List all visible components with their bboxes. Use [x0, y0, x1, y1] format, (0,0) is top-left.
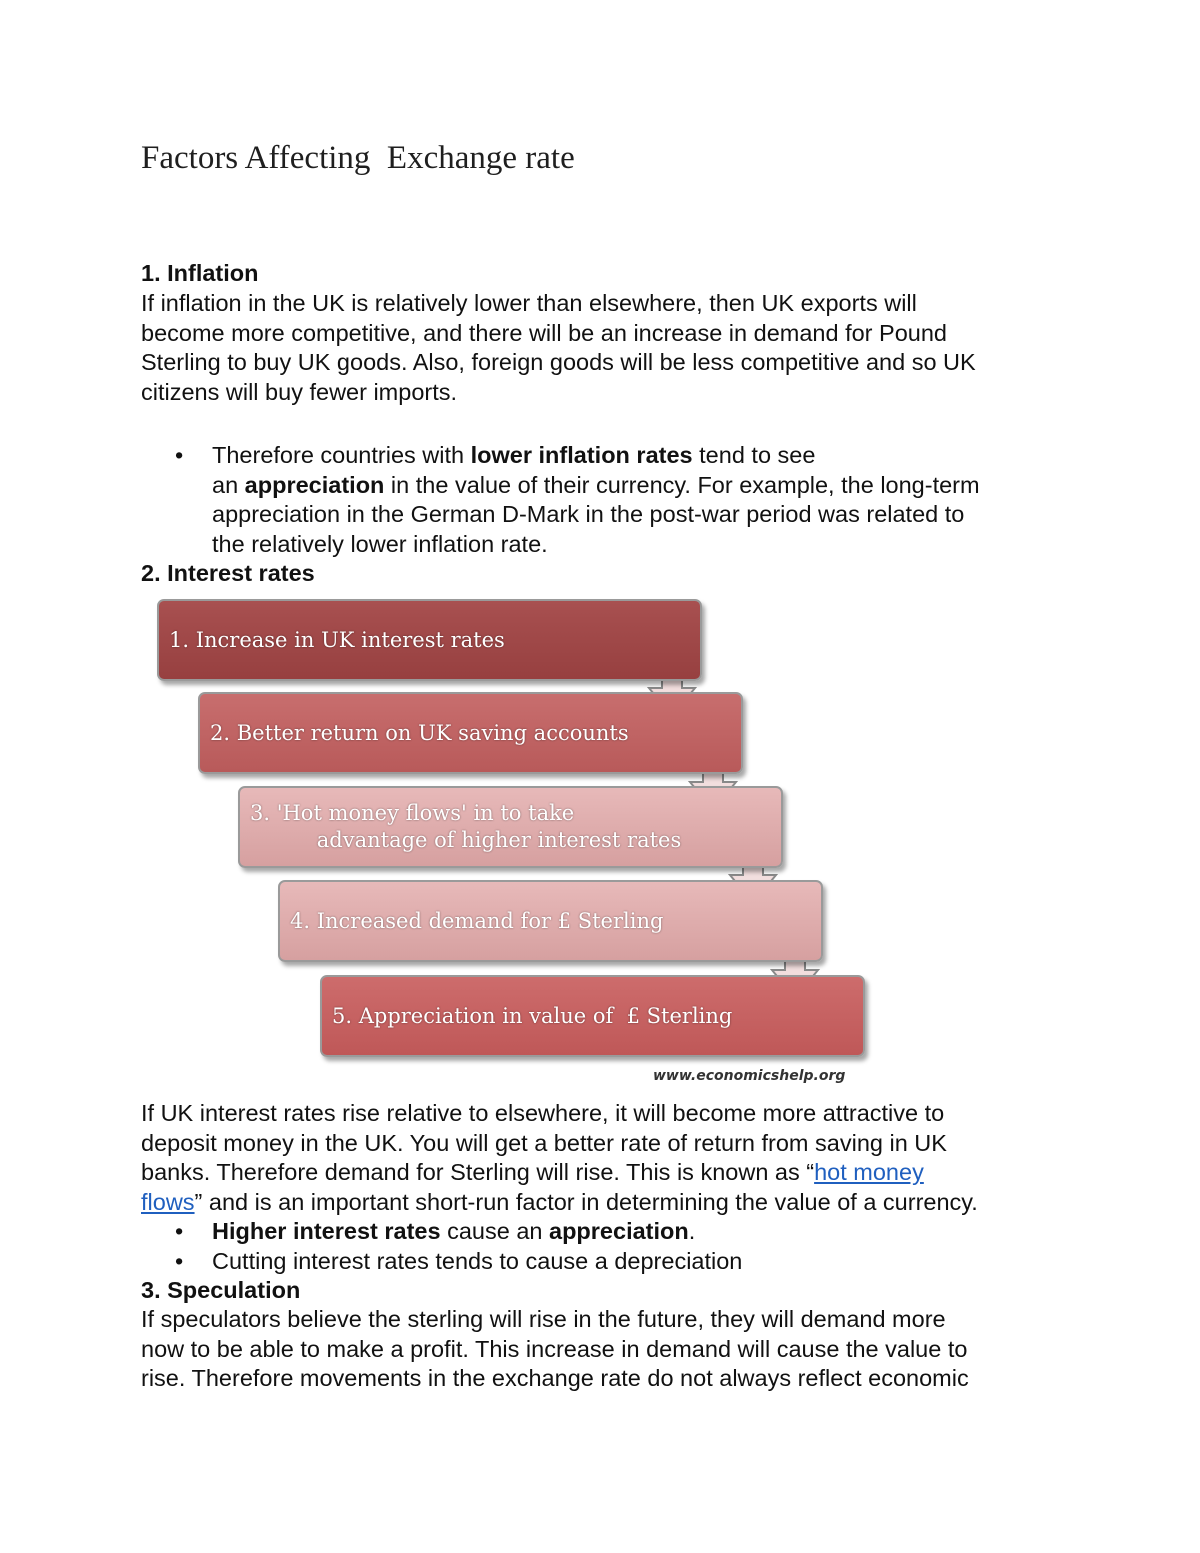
inflation-paragraph — [141, 289, 1081, 407]
speculation-paragraph — [141, 1305, 1081, 1394]
paragraph-line: now to be able to make a profit. This increase in demand will cause the value to — [141, 1335, 968, 1362]
bullet-icon: • — [175, 1218, 184, 1244]
paragraph-line: If UK interest rates rise relative to elsewhere, it will become more attractive to — [141, 1100, 945, 1126]
diagram-credit: www.economicshelp.org — [653, 1068, 846, 1084]
flow-step-4: 4. Increased demand for £ Sterling — [278, 880, 823, 962]
interest-rate-flow-diagram — [150, 592, 880, 1092]
paragraph-line: If speculators believe the sterling will rise in the future, they will demand more — [141, 1306, 946, 1332]
hot-money-flows-link[interactable]: hot money — [814, 1159, 924, 1185]
bullet-icon: • — [175, 442, 184, 468]
interest-paragraph — [141, 1099, 1081, 1217]
section-heading-interest-rates: 2. Interest rates — [141, 560, 315, 586]
hot-money-flows-link[interactable]: flows — [141, 1188, 195, 1215]
flow-step-2: 2. Better return on UK saving accounts — [198, 692, 743, 774]
section-heading-inflation: 1. Inflation — [141, 260, 259, 286]
inflation-bullet-list — [141, 441, 1081, 559]
bullet-line: appreciation in the German D-Mark in the post-war period was related to — [212, 501, 965, 527]
paragraph-line: deposit money in the UK. You will get a better rate of return from saving in UK — [141, 1129, 947, 1156]
flow-step-3: 3. 'Hot money flows' in to take advantage of higher interest rates — [238, 786, 783, 868]
paragraph-line: Sterling to buy UK goods. Also, foreign goods will be less competitive and so UK — [141, 349, 976, 375]
list-item: • Higher interest rates cause an appreciation. — [141, 1217, 1081, 1247]
interest-bullet-list — [141, 1217, 1081, 1276]
bullet-line: the relatively lower inflation rate. — [212, 530, 548, 557]
page-title: Factors Affecting Exchange rate — [141, 140, 575, 176]
paragraph-line: citizens will buy fewer imports. — [141, 378, 458, 405]
list-item: • Cutting interest rates tends to cause a depreciation — [141, 1247, 1081, 1277]
list-item — [141, 441, 1081, 559]
paragraph-line: banks. Therefore demand for Sterling will rise. This is known as “hot money — [141, 1159, 924, 1185]
flow-step-1: 1. Increase in UK interest rates — [157, 599, 702, 681]
paragraph-line: flows” and is an important short-run factor in determining the value of a currency. — [141, 1188, 978, 1215]
section-heading-speculation: 3. Speculation — [141, 1277, 301, 1303]
paragraph-line: If inflation in the UK is relatively lower than elsewhere, then UK exports will — [141, 290, 917, 316]
bullet-icon: • — [175, 1247, 184, 1274]
paragraph-line: become more competitive, and there will be an increase in demand for Pound — [141, 319, 947, 346]
bullet-line: Therefore countries with lower inflation rates tend to see — [212, 442, 816, 468]
paragraph-line: rise. Therefore movements in the exchange rate do not always reflect economic — [141, 1365, 969, 1391]
bullet-line: an appreciation in the value of their currency. For example, the long-term — [212, 471, 980, 498]
flow-step-5: 5. Appreciation in value of £ Sterling — [320, 975, 865, 1057]
